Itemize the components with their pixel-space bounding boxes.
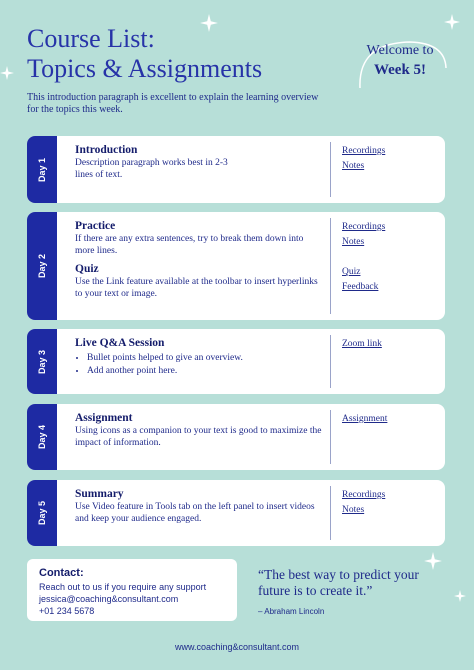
topic-description: Using icons as a companion to your text is good to maximize the impact of information. [75, 426, 322, 448]
link-recordings[interactable]: Recordings [342, 490, 386, 500]
link-notes[interactable]: Notes [342, 161, 365, 171]
topic-heading: Practice [75, 220, 116, 232]
page-title [27, 24, 262, 84]
day-card-4 [27, 404, 445, 470]
day-tab [27, 212, 57, 320]
quote-text: “The best way to predict your future is to create it.” [258, 567, 419, 598]
link-assignment[interactable]: Assignment [342, 414, 388, 424]
bullet-item: • Bullet points helped to give an overview. [87, 352, 325, 365]
topic-description-quiz: Use the Link feature available at the toolbar to insert hyperlinks to your text or image. [75, 277, 318, 299]
quote-author: – Abraham Lincoln [258, 607, 325, 616]
welcome-line-1: Welcome to [366, 43, 434, 58]
contact-email[interactable]: jessica@coaching&consultant.com [39, 594, 179, 604]
link-notes[interactable]: Notes [342, 505, 365, 515]
contact-phone[interactable]: +01 234 5678 [39, 606, 95, 616]
bullet-item: • Add another point here. [87, 365, 325, 378]
topic-heading: Summary [75, 488, 124, 500]
divider [330, 486, 331, 540]
topic-heading: Live Q&A Session [75, 337, 165, 349]
topic-description: Use Video feature in Tools tab on the left panel to insert videos and keep your audience engaged. [75, 502, 315, 524]
day-label: Day 3 [37, 349, 47, 374]
day-label: Day 1 [37, 157, 47, 182]
welcome-badge [350, 42, 450, 80]
topic-heading: Introduction [75, 144, 138, 156]
link-quiz[interactable]: Quiz [342, 267, 361, 277]
day-tab [27, 136, 57, 203]
topic-description: If there are any extra sentences, try to break them down into more lines. [75, 234, 304, 256]
topic-heading: Assignment [75, 412, 133, 424]
divider [330, 410, 331, 464]
day-tab [27, 480, 57, 546]
link-notes[interactable]: Notes [342, 237, 365, 247]
intro-paragraph: This introduction paragraph is excellent to explain the learning overview for the topics this week. [27, 92, 319, 115]
day-label: Day 4 [37, 424, 47, 450]
topic-description: Description paragraph works best in 2-3 lines of text. [75, 158, 228, 180]
day-card-1 [27, 136, 445, 203]
day-label: Day 5 [37, 500, 47, 526]
contact-card [27, 559, 237, 621]
contact-support-text: Reach out to us if you require any support [39, 582, 207, 592]
title-line-2: Topics & Assignments [27, 54, 263, 83]
topic-heading-quiz: Quiz [75, 263, 99, 275]
divider [330, 218, 331, 314]
link-recordings[interactable]: Recordings [342, 222, 386, 232]
contact-heading: Contact: [39, 567, 84, 579]
sparkle-icon [444, 14, 460, 30]
link-recordings[interactable]: Recordings [342, 146, 386, 156]
day-card-2 [27, 212, 445, 320]
footer-website[interactable]: www.coaching&consultant.com [174, 642, 300, 652]
day-card-3 [27, 329, 445, 394]
day-label: Day 2 [37, 253, 47, 279]
divider [330, 335, 331, 388]
day-card-5 [27, 480, 445, 546]
title-line-1: Course List: [27, 24, 155, 53]
day-tab [27, 404, 57, 470]
day-tab [27, 329, 57, 394]
link-zoom[interactable]: Zoom link [342, 339, 382, 349]
welcome-week: Week 5! [373, 62, 427, 78]
link-feedback[interactable]: Feedback [342, 282, 379, 292]
sparkle-icon [454, 590, 466, 602]
sparkle-icon [0, 66, 14, 80]
divider [330, 142, 331, 197]
bullet-list [75, 352, 325, 378]
